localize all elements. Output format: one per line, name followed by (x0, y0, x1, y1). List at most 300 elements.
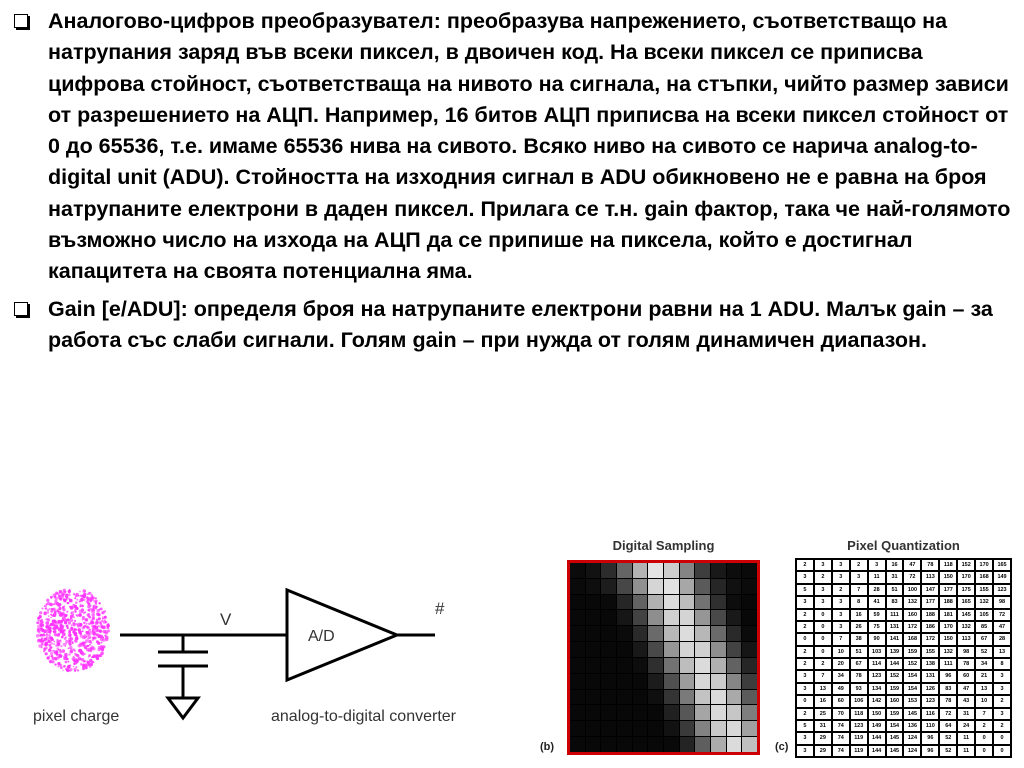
sampling-cell (570, 626, 585, 641)
charge-dot (83, 589, 87, 593)
charge-dot (82, 664, 85, 667)
charge-dot (50, 614, 52, 616)
charge-dot (69, 650, 73, 654)
charge-dot (75, 601, 78, 604)
charge-dot (85, 642, 87, 644)
quantization-cell: 123 (993, 584, 1011, 596)
charge-dot (66, 625, 69, 628)
charge-dot (46, 633, 48, 635)
charge-dot (79, 605, 81, 607)
charge-dot (73, 632, 76, 635)
charge-dot (44, 630, 46, 632)
quantization-cell: 51 (886, 584, 904, 596)
quantization-cell: 2 (993, 695, 1011, 707)
sampling-cell (617, 690, 632, 705)
quantization-cell: 154 (903, 670, 921, 682)
charge-dot (89, 649, 92, 652)
quantization-cell: 83 (886, 596, 904, 608)
charge-dot (53, 630, 56, 633)
charge-dot (96, 640, 99, 643)
quantization-cell: 168 (975, 571, 993, 583)
quantization-cell: 16 (886, 559, 904, 571)
quantization-cell: 113 (921, 571, 939, 583)
quantization-cell: 145 (957, 609, 975, 621)
charge-dot (50, 596, 52, 598)
sampling-cell (648, 737, 663, 752)
quantization-cell: 152 (903, 658, 921, 670)
charge-dot (58, 594, 61, 597)
sampling-cell (727, 563, 742, 578)
charge-dot (87, 638, 89, 640)
quantization-cell: 3 (832, 621, 850, 633)
sampling-cell (711, 579, 726, 594)
quantization-cell: 0 (814, 609, 832, 621)
charge-dot (60, 622, 62, 624)
quantization-cell: 168 (903, 633, 921, 645)
charge-dot (49, 647, 51, 649)
quantization-cell: 3 (814, 596, 832, 608)
sampling-cell (601, 690, 616, 705)
sampling-cell (586, 674, 601, 689)
charge-dot (74, 607, 76, 609)
adc-label: A/D (308, 628, 335, 645)
quantization-cell: 0 (975, 732, 993, 744)
charge-dot (69, 668, 72, 671)
charge-dot (43, 650, 45, 652)
quantization-cell: 64 (939, 720, 957, 732)
charge-dot (105, 630, 109, 634)
charge-dot (93, 662, 95, 664)
charge-dot (45, 618, 47, 620)
charge-dot (38, 617, 41, 620)
charge-dot (80, 598, 83, 601)
charge-dot (61, 631, 63, 633)
quantization-cell: 124 (903, 732, 921, 744)
sampling-cell (648, 563, 663, 578)
sampling-cell (633, 595, 648, 610)
quantization-cell: 100 (903, 584, 921, 596)
quantization-cell: 3 (796, 596, 814, 608)
charge-dot (88, 622, 91, 625)
sampling-cell (742, 563, 757, 578)
charge-dot (54, 610, 57, 613)
quantization-cell: 106 (850, 695, 868, 707)
quantization-cell: 134 (868, 683, 886, 695)
sampling-cell (648, 595, 663, 610)
quantization-cell: 159 (886, 683, 904, 695)
sampling-cell (742, 690, 757, 705)
charge-dot (45, 607, 47, 609)
charge-dot (74, 610, 76, 612)
charge-dot (50, 617, 52, 619)
sampling-cell (680, 721, 695, 736)
charge-dot (56, 647, 59, 650)
charge-dot (79, 623, 82, 626)
sampling-cell (711, 595, 726, 610)
quantization-cell: 3 (850, 571, 868, 583)
quantization-cell: 0 (814, 646, 832, 658)
quantization-cell: 29 (814, 732, 832, 744)
quantization-cell: 144 (868, 745, 886, 757)
quantization-cell: 150 (939, 633, 957, 645)
sampling-cell (617, 626, 632, 641)
quantization-cell: 13 (993, 646, 1011, 658)
sampling-cell (711, 563, 726, 578)
charge-dot (74, 620, 76, 622)
quantization-cell: 7 (975, 708, 993, 720)
charge-dot (95, 597, 97, 599)
quantization-cell: 139 (886, 646, 904, 658)
quantization-cell: 2 (796, 559, 814, 571)
sampling-cell (680, 705, 695, 720)
quantization-cell: 3 (796, 732, 814, 744)
charge-dot (102, 645, 105, 648)
charge-dot (61, 636, 63, 638)
sampling-cell (742, 705, 757, 720)
charge-dot (38, 644, 42, 648)
sampling-cell (648, 610, 663, 625)
sampling-cell (727, 721, 742, 736)
sampling-cell (711, 737, 726, 752)
sampling-cell (601, 737, 616, 752)
quantization-cell: 154 (903, 683, 921, 695)
charge-dot (87, 599, 90, 602)
quantization-cell: 74 (832, 732, 850, 744)
charge-dot (63, 643, 66, 646)
quantization-cell: 8 (993, 658, 1011, 670)
sampling-cell (633, 642, 648, 657)
charge-dot (45, 641, 48, 644)
quantization-cell: 0 (796, 695, 814, 707)
sampling-cell (727, 674, 742, 689)
charge-dot (77, 624, 79, 626)
charge-dot (61, 613, 64, 616)
charge-dot (69, 646, 72, 649)
quantization-cell: 13 (975, 683, 993, 695)
bullet-adc-text: Аналогово-цифров преобразувател: преобразува напрежението, съответстващо на натрупания заряд във всеки пиксел, в двоичен код. На всеки пиксел се приписва цифрова стойност, съответстваща на нивото на сигнала, на стъпки, чийто размер зависи от разрешението на АЦП. Например, 16 битов АЦП приписва на всеки пиксел стойност от 0 до 65536, т.е. имаме 65536 нива на сивото. Всяко ниво на сивото се нарича analog-to-digital unit (ADU). Стойността на изходния сигнал в ADU обикновено не е равна на броя натрупаните електрони в даден пиксел. Прилага се т.н. gain фактор, така че най-голямото възможно число на изхода на АЦП да се припише на пиксела, който е достигнал капацитета на своята потенциална яма. (48, 9, 1011, 284)
quantization-cell: 26 (850, 621, 868, 633)
charge-dot (47, 631, 49, 633)
sampling-cell (648, 626, 663, 641)
charge-dot (45, 652, 48, 655)
charge-dot (102, 636, 104, 638)
bullet-adc (10, 6, 1015, 288)
sampling-cell (586, 595, 601, 610)
charge-dot (94, 656, 96, 658)
sampling-cell (601, 610, 616, 625)
sampling-cell (742, 579, 757, 594)
charge-dot (49, 655, 51, 657)
quantization-cell: 172 (921, 633, 939, 645)
sampling-cell (664, 705, 679, 720)
charge-dot (92, 618, 95, 621)
sampling-cell (695, 690, 710, 705)
quantization-cell: 155 (975, 584, 993, 596)
charge-dot (99, 630, 101, 632)
sampling-cell (742, 626, 757, 641)
charge-dot (40, 639, 43, 642)
quantization-cell: 136 (903, 720, 921, 732)
charge-dot (81, 608, 84, 611)
sampling-cell (633, 721, 648, 736)
charge-dot (60, 666, 63, 669)
sampling-cell (633, 563, 648, 578)
sampling-cell (570, 737, 585, 752)
charge-dot (64, 601, 66, 603)
quantization-cell: 160 (903, 609, 921, 621)
quantization-cell: 113 (957, 633, 975, 645)
quantization-cell: 123 (868, 670, 886, 682)
sampling-cell (601, 658, 616, 673)
charge-dot (92, 611, 95, 614)
charge-dot (95, 603, 97, 605)
charge-dot (81, 605, 84, 608)
quantization-cell: 3 (796, 670, 814, 682)
charge-dot (73, 666, 75, 668)
charge-dot (92, 630, 94, 632)
quantization-cell: 132 (903, 596, 921, 608)
charge-dot (86, 631, 88, 633)
quantization-cell: 85 (975, 621, 993, 633)
charge-dot (95, 606, 97, 608)
charge-dot (59, 639, 61, 641)
charge-dot (84, 634, 87, 637)
charge-dot (79, 643, 83, 647)
sampling-cell (711, 705, 726, 720)
checkbox-bullet-icon (14, 302, 28, 316)
charge-dot (44, 647, 46, 649)
charge-dot (76, 637, 79, 640)
quantization-cell: 186 (921, 621, 939, 633)
sampling-cell (680, 674, 695, 689)
charge-dot (84, 625, 86, 627)
charge-dot (68, 641, 71, 644)
quantization-cell: 152 (886, 670, 904, 682)
sampling-cell (586, 690, 601, 705)
charge-dot (83, 612, 85, 614)
charge-dot (68, 648, 70, 650)
charge-dot (95, 630, 98, 633)
charge-dot (36, 634, 40, 638)
sampling-cell (695, 721, 710, 736)
quantization-cell: 142 (868, 695, 886, 707)
quantization-cell: 145 (886, 732, 904, 744)
charge-dot (55, 650, 58, 653)
charge-dot (73, 648, 75, 650)
sampling-cell (664, 737, 679, 752)
sampling-cell (586, 737, 601, 752)
sampling-cell (586, 658, 601, 673)
sampling-cell (617, 658, 632, 673)
quantization-cell: 72 (939, 708, 957, 720)
quantization-cell: 31 (886, 571, 904, 583)
quantization-cell: 177 (921, 596, 939, 608)
charge-dot (65, 636, 67, 638)
sampling-cell (570, 595, 585, 610)
charge-dot (101, 620, 103, 622)
quantization-cell: 5 (796, 584, 814, 596)
charge-dot (73, 668, 75, 670)
sampling-cell (742, 658, 757, 673)
quantization-cell: 16 (850, 609, 868, 621)
charge-dot (98, 602, 100, 604)
charge-dot (74, 653, 77, 656)
charge-dot (80, 604, 82, 606)
quantization-cell: 145 (903, 708, 921, 720)
charge-dot (88, 650, 90, 652)
quantization-cell: 72 (903, 571, 921, 583)
quantization-cell: 2 (993, 720, 1011, 732)
quantization-cell: 144 (886, 658, 904, 670)
charge-dot (86, 664, 89, 667)
charge-dot (81, 652, 85, 656)
charge-dot (66, 658, 69, 661)
charge-dot (91, 613, 95, 617)
charge-dot (67, 627, 69, 629)
charge-dot (73, 616, 75, 618)
charge-dot (86, 626, 89, 629)
bullet-gain-text: Gain [e/ADU]: определя броя на натрупаните електрони равни на 1 ADU. Малък gain – за работа със слаби сигнали. Голям gain – при нужда от голям динамичен диапазон. (48, 296, 993, 352)
quantization-cell: 34 (832, 670, 850, 682)
charge-dot (64, 621, 67, 624)
charge-dot (86, 623, 88, 625)
charge-dot (70, 637, 72, 639)
sampling-cell (586, 563, 601, 578)
sampling-cell (742, 595, 757, 610)
sampling-cell (711, 626, 726, 641)
charge-dot (74, 609, 76, 611)
charge-dot (54, 663, 56, 665)
sampling-cell (727, 626, 742, 641)
quantization-cell: 150 (868, 708, 886, 720)
charge-dot (50, 610, 53, 613)
sampling-cell (664, 610, 679, 625)
quantization-cell: 51 (850, 646, 868, 658)
quantization-title: Pixel Quantization (847, 538, 960, 553)
quantization-cell: 0 (814, 621, 832, 633)
charge-dot (85, 618, 89, 622)
sampling-cell (727, 737, 742, 752)
sampling-cell (680, 642, 695, 657)
sampling-cell (648, 690, 663, 705)
quantization-cell: 0 (993, 732, 1011, 744)
sampling-cell (711, 642, 726, 657)
charge-dot (42, 608, 44, 610)
quantization-cell: 29 (814, 745, 832, 757)
sampling-cell (570, 721, 585, 736)
sampling-cell (664, 563, 679, 578)
quantization-cell: 10 (975, 695, 993, 707)
sampling-cell (617, 563, 632, 578)
charge-dot (49, 603, 53, 607)
charge-dot (92, 632, 96, 636)
quantization-cell: 3 (832, 571, 850, 583)
quantization-cell: 155 (921, 646, 939, 658)
quantization-cell: 78 (850, 670, 868, 682)
quantization-cell: 2 (796, 646, 814, 658)
sampling-cell (570, 610, 585, 625)
sampling-cell (680, 626, 695, 641)
sampling-cell (648, 721, 663, 736)
charge-dot (102, 626, 105, 629)
quantization-cell: 170 (939, 621, 957, 633)
charge-dot (53, 641, 55, 643)
quantization-cell: 123 (850, 720, 868, 732)
charge-dot (58, 603, 61, 606)
charge-dot (93, 605, 96, 608)
quantization-cell: 52 (939, 745, 957, 757)
sampling-cell (664, 658, 679, 673)
charge-dot (59, 598, 61, 600)
quantization-cell: 145 (886, 745, 904, 757)
charge-dot (41, 619, 44, 622)
sampling-cell (711, 610, 726, 625)
charge-dot (106, 624, 110, 628)
quantization-cell: 70 (832, 708, 850, 720)
sampling-cell (664, 642, 679, 657)
sampling-cell (664, 579, 679, 594)
quantization-cell: 67 (850, 658, 868, 670)
charge-dot (68, 598, 70, 600)
charge-dot (72, 622, 74, 624)
quantization-cell: 118 (850, 708, 868, 720)
charge-dot (60, 645, 62, 647)
charge-dot (70, 664, 72, 666)
sampling-cell (711, 690, 726, 705)
charge-dot (86, 661, 88, 663)
charge-dot (98, 646, 101, 649)
charge-dot (49, 660, 53, 664)
charge-dot (46, 599, 49, 602)
charge-dot (68, 653, 70, 655)
charge-dot (51, 655, 54, 658)
sampling-cell (711, 721, 726, 736)
quantization-cell: 16 (814, 695, 832, 707)
quantization-cell: 3 (796, 745, 814, 757)
charge-dot (53, 619, 56, 622)
charge-dot (66, 598, 68, 600)
quantization-cell: 105 (975, 609, 993, 621)
charge-dot (91, 594, 93, 596)
adc-diagram (25, 580, 525, 760)
quantization-cell: 2 (850, 559, 868, 571)
sampling-cell (601, 579, 616, 594)
charge-dot (101, 648, 104, 651)
quantization-cell: 7 (814, 670, 832, 682)
charge-dot (89, 659, 92, 662)
quantization-cell: 38 (850, 633, 868, 645)
sampling-cell (695, 658, 710, 673)
sampling-cell (695, 595, 710, 610)
charge-dot (76, 599, 78, 601)
quantization-cell: 96 (921, 745, 939, 757)
quantization-cell: 52 (939, 732, 957, 744)
sampling-cell (570, 563, 585, 578)
sampling-cell (695, 626, 710, 641)
quantization-cell: 119 (850, 745, 868, 757)
sampling-cell (664, 690, 679, 705)
sampling-grid (567, 560, 760, 755)
quantization-cell: 10 (832, 646, 850, 658)
bullet-list (10, 6, 1015, 362)
charge-dot (52, 627, 54, 629)
charge-dot (44, 638, 47, 641)
ground-icon (168, 698, 198, 718)
charge-dot (96, 609, 99, 612)
quantization-cell: 2 (975, 720, 993, 732)
quantization-cell: 149 (993, 571, 1011, 583)
charge-dot (50, 623, 53, 626)
